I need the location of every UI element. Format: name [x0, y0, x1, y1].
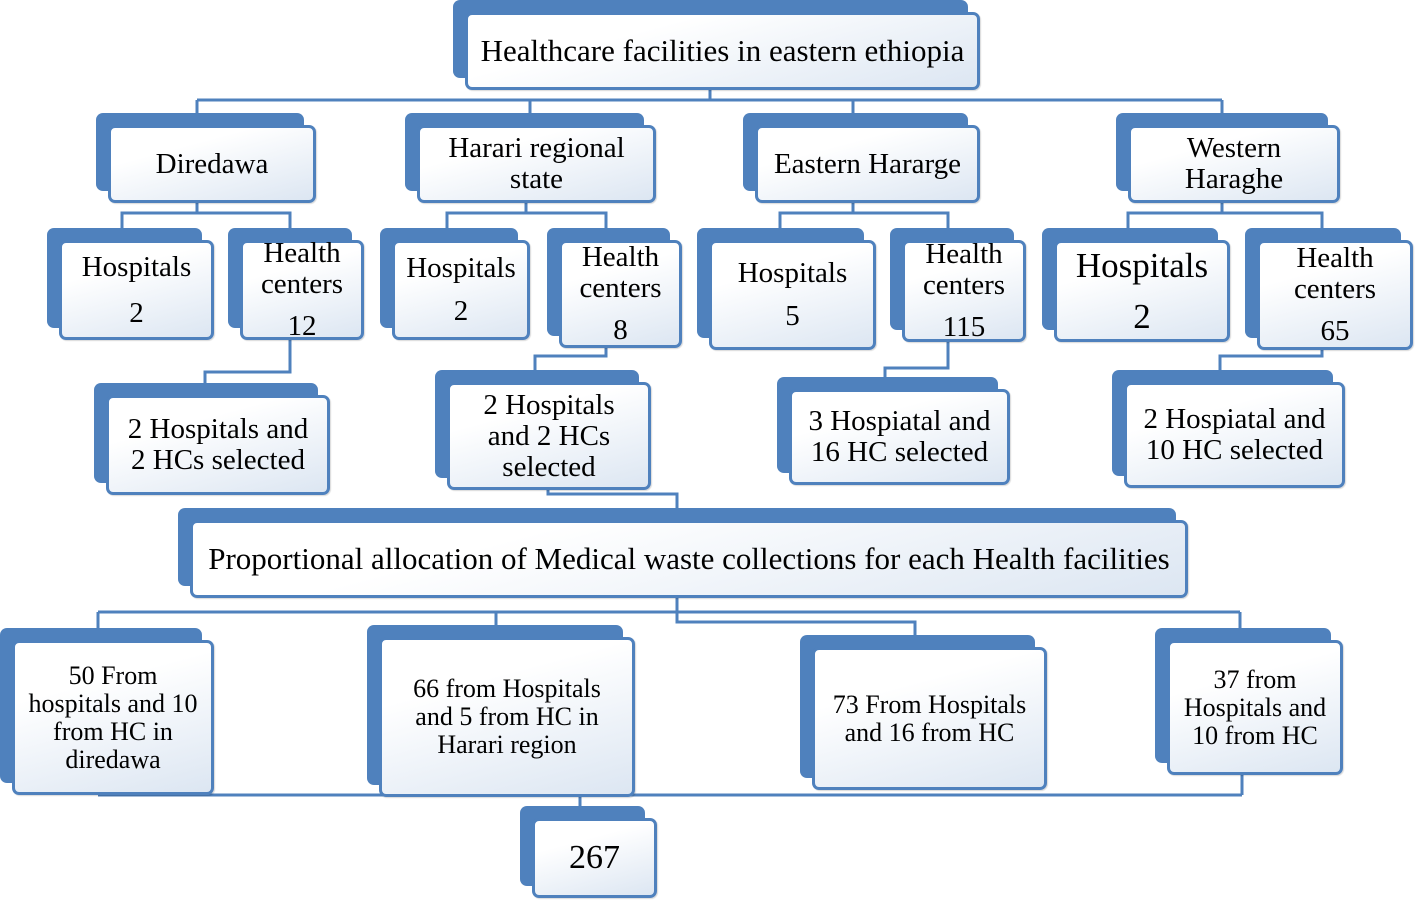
node-box	[465, 12, 980, 90]
node-box	[108, 125, 316, 203]
health-centers-node-1	[228, 228, 352, 342]
node-box	[447, 382, 651, 490]
node-box	[1167, 640, 1343, 775]
node-box	[392, 240, 530, 340]
hospitals-count: 2	[129, 296, 144, 329]
node-box	[1124, 382, 1345, 488]
hospitals-label: Hospitals	[406, 252, 516, 284]
hospitals-label: Hospitals	[81, 250, 192, 283]
health-centers-label: Health centers	[1293, 242, 1377, 305]
region-name: Eastern Hararge	[773, 147, 962, 180]
connector-region-4-branches	[1128, 213, 1322, 228]
root-title: Healthcare facilities in eastern ethiopia	[480, 33, 965, 68]
total-node	[520, 806, 645, 886]
node-box	[12, 640, 214, 795]
allocation-node-3	[800, 635, 1035, 778]
health-centers-label: Health centers	[922, 238, 1006, 301]
connector-selected-4	[1220, 350, 1322, 370]
root-node	[453, 0, 968, 78]
allocation-title-node	[178, 508, 1176, 586]
selected-text: 2 Hospitals and 2 HCs selected	[483, 388, 615, 483]
region-name: Diredawa	[155, 147, 269, 180]
health-centers-count: 65	[1320, 315, 1350, 347]
allocation-text: 66 from Hospitals and 5 from HC in Harari region	[413, 674, 601, 759]
allocation-title: Proportional allocation of Medical waste collections for each Health facilities	[208, 541, 1170, 576]
allocation-node-1	[0, 628, 202, 783]
allocation-node-4	[1155, 628, 1331, 763]
node-box	[1257, 240, 1413, 350]
hospitals-label: Hospitals	[737, 257, 848, 289]
health-centers-node-3	[890, 228, 1014, 343]
region-node-2	[405, 113, 644, 195]
allocation-text: 37 from Hospitals and 10 from HC	[1183, 664, 1327, 750]
hospitals-node-4	[1042, 228, 1218, 336]
node-box	[417, 125, 656, 203]
selected-text: 3 Hospiatal and 16 HC selected	[808, 405, 991, 468]
selected-node-4	[1112, 370, 1333, 476]
allocation-text: 73 From Hospitals and 16 from HC	[832, 689, 1027, 747]
selected-node-2	[435, 370, 639, 483]
node-box	[1054, 240, 1230, 342]
node-box	[240, 237, 364, 342]
connector-selected-1	[205, 340, 290, 383]
node-box	[190, 520, 1188, 598]
allocation-node-2	[367, 625, 623, 785]
region-name: Harari regional state	[448, 132, 625, 195]
hospitals-node-3	[697, 228, 864, 338]
node-box	[1128, 125, 1340, 203]
health-centers-label: Health centers	[579, 241, 662, 304]
total-value: 267	[569, 839, 620, 876]
hospitals-count: 2	[453, 295, 469, 327]
health-centers-label: Health centers	[260, 237, 344, 300]
node-box	[379, 637, 635, 797]
health-centers-count: 8	[613, 314, 628, 346]
connector-selected-2	[535, 348, 606, 370]
node-box	[59, 240, 214, 340]
health-centers-count: 12	[287, 310, 317, 342]
connector-region-1-branches	[122, 213, 290, 228]
connector-region-2-branches	[447, 213, 606, 228]
node-box	[106, 395, 330, 495]
node-box	[755, 125, 980, 203]
region-node-4	[1116, 113, 1328, 195]
hospitals-node-2	[380, 228, 518, 328]
node-box	[812, 647, 1047, 790]
selected-text: 2 Hospiatal and 10 HC selected	[1143, 403, 1326, 466]
region-node-3	[743, 113, 968, 191]
hospitals-label: Hospitals	[1075, 245, 1209, 285]
region-name: Western Haraghe	[1184, 132, 1284, 195]
region-node-1	[96, 113, 304, 191]
hospitals-count: 5	[785, 300, 800, 332]
selected-node-3	[777, 377, 998, 473]
hospitals-node-1	[47, 228, 202, 328]
node-box	[789, 389, 1010, 485]
health-centers-node-2	[547, 228, 670, 346]
node-box	[902, 240, 1026, 342]
health-centers-count: 115	[942, 311, 986, 343]
connector-to-allocation	[548, 490, 677, 508]
node-box	[559, 240, 682, 348]
selected-text: 2 Hospitals and 2 HCs selected	[127, 413, 309, 476]
node-box	[709, 240, 876, 350]
connector-selected-3	[885, 342, 948, 377]
selected-node-1	[94, 383, 318, 483]
allocation-text: 50 From hospitals and 10 from HC in diredawa	[28, 660, 198, 774]
connector-region-3-branches	[780, 213, 948, 228]
node-box	[532, 818, 657, 898]
health-centers-node-4	[1245, 228, 1401, 347]
connector-allocation-trunk	[677, 598, 915, 635]
hospitals-count: 2	[1133, 296, 1151, 336]
